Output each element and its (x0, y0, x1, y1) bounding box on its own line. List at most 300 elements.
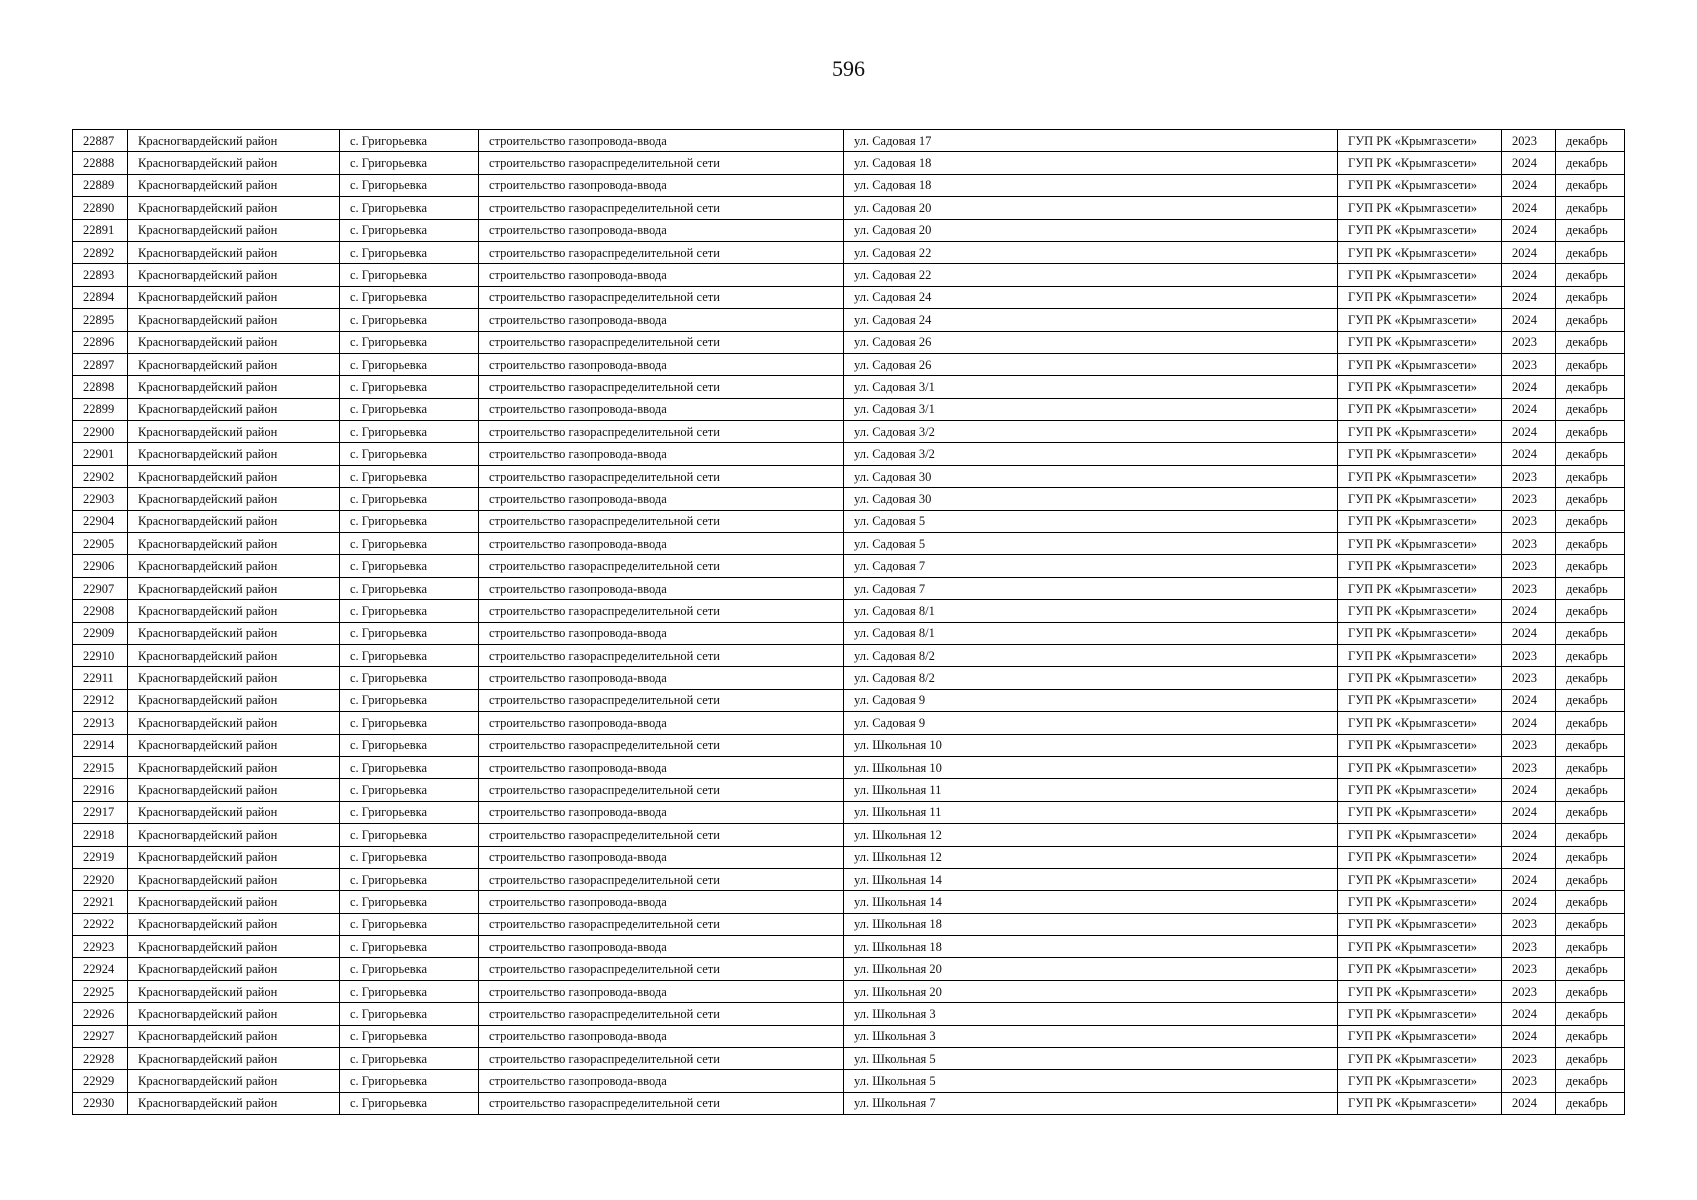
row-number: 22896 (73, 331, 128, 353)
district-cell: Красногвардейский район (128, 264, 340, 286)
address-cell: ул. Садовая 9 (844, 689, 1338, 711)
district-cell: Красногвардейский район (128, 868, 340, 890)
settlement-cell: с. Григорьевка (340, 1003, 479, 1025)
address-cell: ул. Садовая 22 (844, 241, 1338, 263)
month-cell: декабрь (1556, 577, 1625, 599)
work-type-cell: строительство газопровода-ввода (479, 667, 844, 689)
month-cell: декабрь (1556, 936, 1625, 958)
year-cell: 2024 (1502, 174, 1556, 196)
district-cell: Красногвардейский район (128, 779, 340, 801)
year-cell: 2023 (1502, 510, 1556, 532)
year-cell: 2024 (1502, 712, 1556, 734)
table-row (73, 868, 1625, 890)
month-cell: декабрь (1556, 1003, 1625, 1025)
address-cell: ул. Школьная 5 (844, 1048, 1338, 1070)
work-type-cell: строительство газораспределительной сети (479, 241, 844, 263)
settlement-cell: с. Григорьевка (340, 309, 479, 331)
row-number: 22887 (73, 130, 128, 152)
work-type-cell: строительство газопровода-ввода (479, 309, 844, 331)
address-cell: ул. Школьная 3 (844, 1003, 1338, 1025)
district-cell: Красногвардейский район (128, 1070, 340, 1092)
row-number: 22922 (73, 913, 128, 935)
row-number: 22919 (73, 846, 128, 868)
year-cell: 2023 (1502, 577, 1556, 599)
row-number: 22929 (73, 1070, 128, 1092)
work-type-cell: строительство газораспределительной сети (479, 331, 844, 353)
table-row (73, 980, 1625, 1002)
table-row (73, 1048, 1625, 1070)
year-cell: 2024 (1502, 197, 1556, 219)
row-number: 22899 (73, 398, 128, 420)
month-cell: декабрь (1556, 197, 1625, 219)
district-cell: Красногвардейский район (128, 465, 340, 487)
district-cell: Красногвардейский район (128, 309, 340, 331)
settlement-cell: с. Григорьевка (340, 331, 479, 353)
organization-cell: ГУП РК «Крымгазсети» (1338, 600, 1502, 622)
work-type-cell: строительство газопровода-ввода (479, 398, 844, 420)
table-row (73, 533, 1625, 555)
table-row (73, 891, 1625, 913)
year-cell: 2023 (1502, 734, 1556, 756)
work-type-cell: строительство газораспределительной сети (479, 868, 844, 890)
address-cell: ул. Садовая 22 (844, 264, 1338, 286)
year-cell: 2024 (1502, 443, 1556, 465)
organization-cell: ГУП РК «Крымгазсети» (1338, 533, 1502, 555)
address-cell: ул. Школьная 11 (844, 779, 1338, 801)
row-number: 22909 (73, 622, 128, 644)
row-number: 22912 (73, 689, 128, 711)
address-cell: ул. Садовая 3/1 (844, 376, 1338, 398)
district-cell: Красногвардейский район (128, 197, 340, 219)
district-cell: Красногвардейский район (128, 286, 340, 308)
settlement-cell: с. Григорьевка (340, 465, 479, 487)
address-cell: ул. Школьная 12 (844, 824, 1338, 846)
address-cell: ул. Садовая 3/2 (844, 421, 1338, 443)
organization-cell: ГУП РК «Крымгазсети» (1338, 667, 1502, 689)
table-row (73, 398, 1625, 420)
year-cell: 2023 (1502, 1070, 1556, 1092)
work-type-cell: строительство газораспределительной сети (479, 600, 844, 622)
work-type-cell: строительство газопровода-ввода (479, 174, 844, 196)
organization-cell: ГУП РК «Крымгазсети» (1338, 801, 1502, 823)
month-cell: декабрь (1556, 465, 1625, 487)
row-number: 22920 (73, 868, 128, 890)
year-cell: 2023 (1502, 353, 1556, 375)
settlement-cell: с. Григорьевка (340, 1025, 479, 1047)
settlement-cell: с. Григорьевка (340, 533, 479, 555)
table-row (73, 1070, 1625, 1092)
organization-cell: ГУП РК «Крымгазсети» (1338, 443, 1502, 465)
organization-cell: ГУП РК «Крымгазсети» (1338, 868, 1502, 890)
month-cell: декабрь (1556, 152, 1625, 174)
table-row (73, 264, 1625, 286)
settlement-cell: с. Григорьевка (340, 689, 479, 711)
settlement-cell: с. Григорьевка (340, 958, 479, 980)
organization-cell: ГУП РК «Крымгазсети» (1338, 734, 1502, 756)
district-cell: Красногвардейский район (128, 891, 340, 913)
district-cell: Красногвардейский район (128, 421, 340, 443)
month-cell: декабрь (1556, 555, 1625, 577)
settlement-cell: с. Григорьевка (340, 241, 479, 263)
month-cell: декабрь (1556, 286, 1625, 308)
organization-cell: ГУП РК «Крымгазсети» (1338, 510, 1502, 532)
organization-cell: ГУП РК «Крымгазсети» (1338, 1025, 1502, 1047)
organization-cell: ГУП РК «Крымгазсети» (1338, 779, 1502, 801)
table-body (73, 130, 1625, 1115)
month-cell: декабрь (1556, 331, 1625, 353)
district-cell: Красногвардейский район (128, 712, 340, 734)
row-number: 22918 (73, 824, 128, 846)
table-row (73, 197, 1625, 219)
row-number: 22892 (73, 241, 128, 263)
work-type-cell: строительство газопровода-ввода (479, 891, 844, 913)
year-cell: 2023 (1502, 756, 1556, 778)
month-cell: декабрь (1556, 958, 1625, 980)
row-number: 22906 (73, 555, 128, 577)
year-cell: 2023 (1502, 980, 1556, 1002)
row-number: 22916 (73, 779, 128, 801)
district-cell: Красногвардейский район (128, 689, 340, 711)
address-cell: ул. Школьная 20 (844, 958, 1338, 980)
settlement-cell: с. Григорьевка (340, 1048, 479, 1070)
settlement-cell: с. Григорьевка (340, 600, 479, 622)
address-cell: ул. Садовая 17 (844, 130, 1338, 152)
organization-cell: ГУП РК «Крымгазсети» (1338, 241, 1502, 263)
table-row (73, 488, 1625, 510)
district-cell: Красногвардейский район (128, 824, 340, 846)
work-type-cell: строительство газораспределительной сети (479, 1003, 844, 1025)
organization-cell: ГУП РК «Крымгазсети» (1338, 913, 1502, 935)
organization-cell: ГУП РК «Крымгазсети» (1338, 421, 1502, 443)
table-row (73, 936, 1625, 958)
settlement-cell: с. Григорьевка (340, 555, 479, 577)
year-cell: 2024 (1502, 689, 1556, 711)
organization-cell: ГУП РК «Крымгазсети» (1338, 130, 1502, 152)
address-cell: ул. Садовая 8/2 (844, 667, 1338, 689)
work-type-cell: строительство газопровода-ввода (479, 130, 844, 152)
address-cell: ул. Садовая 3/1 (844, 398, 1338, 420)
table-row (73, 510, 1625, 532)
settlement-cell: с. Григорьевка (340, 264, 479, 286)
address-cell: ул. Садовая 9 (844, 712, 1338, 734)
row-number: 22913 (73, 712, 128, 734)
row-number: 22921 (73, 891, 128, 913)
year-cell: 2024 (1502, 398, 1556, 420)
organization-cell: ГУП РК «Крымгазсети» (1338, 555, 1502, 577)
row-number: 22901 (73, 443, 128, 465)
address-cell: ул. Садовая 8/1 (844, 622, 1338, 644)
work-type-cell: строительство газораспределительной сети (479, 286, 844, 308)
month-cell: декабрь (1556, 443, 1625, 465)
settlement-cell: с. Григорьевка (340, 510, 479, 532)
settlement-cell: с. Григорьевка (340, 1070, 479, 1092)
year-cell: 2024 (1502, 241, 1556, 263)
month-cell: декабрь (1556, 779, 1625, 801)
address-cell: ул. Школьная 18 (844, 936, 1338, 958)
organization-cell: ГУП РК «Крымгазсети» (1338, 152, 1502, 174)
organization-cell: ГУП РК «Крымгазсети» (1338, 577, 1502, 599)
work-type-cell: строительство газопровода-ввода (479, 264, 844, 286)
month-cell: декабрь (1556, 533, 1625, 555)
row-number: 22891 (73, 219, 128, 241)
district-cell: Красногвардейский район (128, 1048, 340, 1070)
district-cell: Красногвардейский район (128, 846, 340, 868)
district-cell: Красногвардейский район (128, 958, 340, 980)
row-number: 22914 (73, 734, 128, 756)
year-cell: 2023 (1502, 913, 1556, 935)
table-row (73, 756, 1625, 778)
work-type-cell: строительство газопровода-ввода (479, 488, 844, 510)
organization-cell: ГУП РК «Крымгазсети» (1338, 488, 1502, 510)
work-type-cell: строительство газораспределительной сети (479, 1048, 844, 1070)
month-cell: декабрь (1556, 421, 1625, 443)
work-type-cell: строительство газораспределительной сети (479, 689, 844, 711)
row-number: 22923 (73, 936, 128, 958)
organization-cell: ГУП РК «Крымгазсети» (1338, 376, 1502, 398)
address-cell: ул. Садовая 18 (844, 152, 1338, 174)
table-row (73, 555, 1625, 577)
table-row (73, 958, 1625, 980)
table-row (73, 712, 1625, 734)
month-cell: декабрь (1556, 130, 1625, 152)
year-cell: 2024 (1502, 264, 1556, 286)
district-cell: Красногвардейский район (128, 443, 340, 465)
address-cell: ул. Школьная 20 (844, 980, 1338, 1002)
table-row (73, 600, 1625, 622)
settlement-cell: с. Григорьевка (340, 443, 479, 465)
district-cell: Красногвардейский район (128, 1092, 340, 1114)
table-row (73, 577, 1625, 599)
settlement-cell: с. Григорьевка (340, 622, 479, 644)
year-cell: 2023 (1502, 488, 1556, 510)
month-cell: декабрь (1556, 913, 1625, 935)
work-type-cell: строительство газораспределительной сети (479, 510, 844, 532)
month-cell: декабрь (1556, 712, 1625, 734)
work-type-cell: строительство газопровода-ввода (479, 533, 844, 555)
organization-cell: ГУП РК «Крымгазсети» (1338, 465, 1502, 487)
month-cell: декабрь (1556, 174, 1625, 196)
organization-cell: ГУП РК «Крымгазсети» (1338, 958, 1502, 980)
organization-cell: ГУП РК «Крымгазсети» (1338, 1070, 1502, 1092)
settlement-cell: с. Григорьевка (340, 488, 479, 510)
district-cell: Красногвардейский район (128, 241, 340, 263)
organization-cell: ГУП РК «Крымгазсети» (1338, 644, 1502, 666)
row-number: 22911 (73, 667, 128, 689)
address-cell: ул. Садовая 24 (844, 286, 1338, 308)
work-type-cell: строительство газопровода-ввода (479, 577, 844, 599)
organization-cell: ГУП РК «Крымгазсети» (1338, 689, 1502, 711)
month-cell: декабрь (1556, 891, 1625, 913)
settlement-cell: с. Григорьевка (340, 376, 479, 398)
table-row (73, 1092, 1625, 1114)
table-row (73, 689, 1625, 711)
work-type-cell: строительство газопровода-ввода (479, 980, 844, 1002)
settlement-cell: с. Григорьевка (340, 846, 479, 868)
year-cell: 2024 (1502, 801, 1556, 823)
month-cell: декабрь (1556, 734, 1625, 756)
address-cell: ул. Школьная 14 (844, 868, 1338, 890)
work-type-cell: строительство газораспределительной сети (479, 465, 844, 487)
district-cell: Красногвардейский район (128, 555, 340, 577)
district-cell: Красногвардейский район (128, 913, 340, 935)
district-cell: Красногвардейский район (128, 600, 340, 622)
work-type-cell: строительство газораспределительной сети (479, 824, 844, 846)
year-cell: 2023 (1502, 1048, 1556, 1070)
settlement-cell: с. Григорьевка (340, 577, 479, 599)
work-type-cell: строительство газораспределительной сети (479, 779, 844, 801)
row-number: 22917 (73, 801, 128, 823)
settlement-cell: с. Григорьевка (340, 667, 479, 689)
month-cell: декабрь (1556, 309, 1625, 331)
row-number: 22898 (73, 376, 128, 398)
settlement-cell: с. Григорьевка (340, 130, 479, 152)
row-number: 22928 (73, 1048, 128, 1070)
month-cell: декабрь (1556, 846, 1625, 868)
table-row (73, 241, 1625, 263)
address-cell: ул. Садовая 5 (844, 533, 1338, 555)
year-cell: 2023 (1502, 644, 1556, 666)
year-cell: 2024 (1502, 600, 1556, 622)
district-cell: Красногвардейский район (128, 174, 340, 196)
table-row (73, 824, 1625, 846)
year-cell: 2024 (1502, 286, 1556, 308)
row-number: 22924 (73, 958, 128, 980)
work-type-cell: строительство газораспределительной сети (479, 734, 844, 756)
month-cell: декабрь (1556, 644, 1625, 666)
table-row (73, 734, 1625, 756)
address-cell: ул. Садовая 7 (844, 577, 1338, 599)
table-row (73, 331, 1625, 353)
month-cell: декабрь (1556, 622, 1625, 644)
district-cell: Красногвардейский район (128, 1003, 340, 1025)
year-cell: 2024 (1502, 152, 1556, 174)
table-row (73, 353, 1625, 375)
month-cell: декабрь (1556, 510, 1625, 532)
organization-cell: ГУП РК «Крымгазсети» (1338, 353, 1502, 375)
address-cell: ул. Школьная 18 (844, 913, 1338, 935)
organization-cell: ГУП РК «Крымгазсети» (1338, 174, 1502, 196)
address-cell: ул. Школьная 11 (844, 801, 1338, 823)
month-cell: декабрь (1556, 689, 1625, 711)
work-type-cell: строительство газопровода-ввода (479, 801, 844, 823)
settlement-cell: с. Григорьевка (340, 734, 479, 756)
row-number: 22897 (73, 353, 128, 375)
row-number: 22902 (73, 465, 128, 487)
work-type-cell: строительство газопровода-ввода (479, 622, 844, 644)
year-cell: 2024 (1502, 309, 1556, 331)
month-cell: декабрь (1556, 219, 1625, 241)
organization-cell: ГУП РК «Крымгазсети» (1338, 219, 1502, 241)
row-number: 22910 (73, 644, 128, 666)
organization-cell: ГУП РК «Крымгазсети» (1338, 846, 1502, 868)
month-cell: декабрь (1556, 824, 1625, 846)
work-type-cell: строительство газопровода-ввода (479, 219, 844, 241)
settlement-cell: с. Григорьевка (340, 1092, 479, 1114)
row-number: 22903 (73, 488, 128, 510)
district-cell: Красногвардейский район (128, 353, 340, 375)
month-cell: декабрь (1556, 868, 1625, 890)
district-cell: Красногвардейский район (128, 488, 340, 510)
year-cell: 2023 (1502, 936, 1556, 958)
year-cell: 2024 (1502, 219, 1556, 241)
year-cell: 2023 (1502, 331, 1556, 353)
address-cell: ул. Школьная 5 (844, 1070, 1338, 1092)
district-cell: Красногвардейский район (128, 644, 340, 666)
month-cell: декабрь (1556, 1025, 1625, 1047)
month-cell: декабрь (1556, 1070, 1625, 1092)
settlement-cell: с. Григорьевка (340, 152, 479, 174)
year-cell: 2024 (1502, 868, 1556, 890)
row-number: 22907 (73, 577, 128, 599)
table-row (73, 667, 1625, 689)
month-cell: декабрь (1556, 667, 1625, 689)
district-cell: Красногвардейский район (128, 801, 340, 823)
row-number: 22926 (73, 1003, 128, 1025)
settlement-cell: с. Григорьевка (340, 891, 479, 913)
address-cell: ул. Школьная 3 (844, 1025, 1338, 1047)
year-cell: 2024 (1502, 376, 1556, 398)
address-cell: ул. Школьная 10 (844, 756, 1338, 778)
settlement-cell: с. Григорьевка (340, 644, 479, 666)
month-cell: декабрь (1556, 600, 1625, 622)
table-row (73, 309, 1625, 331)
address-cell: ул. Садовая 26 (844, 353, 1338, 375)
table-row (73, 801, 1625, 823)
work-type-cell: строительство газопровода-ввода (479, 936, 844, 958)
row-number: 22930 (73, 1092, 128, 1114)
district-cell: Красногвардейский район (128, 667, 340, 689)
row-number: 22900 (73, 421, 128, 443)
address-cell: ул. Садовая 7 (844, 555, 1338, 577)
address-cell: ул. Школьная 7 (844, 1092, 1338, 1114)
work-type-cell: строительство газораспределительной сети (479, 555, 844, 577)
year-cell: 2023 (1502, 533, 1556, 555)
table-row (73, 644, 1625, 666)
settlement-cell: с. Григорьевка (340, 801, 479, 823)
table-row (73, 152, 1625, 174)
organization-cell: ГУП РК «Крымгазсети» (1338, 286, 1502, 308)
year-cell: 2024 (1502, 824, 1556, 846)
settlement-cell: с. Григорьевка (340, 913, 479, 935)
year-cell: 2024 (1502, 622, 1556, 644)
row-number: 22890 (73, 197, 128, 219)
table-row (73, 130, 1625, 152)
work-type-cell: строительство газораспределительной сети (479, 421, 844, 443)
settlement-cell: с. Григорьевка (340, 756, 479, 778)
address-cell: ул. Садовая 20 (844, 197, 1338, 219)
month-cell: декабрь (1556, 353, 1625, 375)
row-number: 22908 (73, 600, 128, 622)
address-cell: ул. Садовая 30 (844, 488, 1338, 510)
work-type-cell: строительство газопровода-ввода (479, 846, 844, 868)
district-cell: Красногвардейский район (128, 533, 340, 555)
district-cell: Красногвардейский район (128, 510, 340, 532)
district-cell: Красногвардейский район (128, 622, 340, 644)
row-number: 22894 (73, 286, 128, 308)
year-cell: 2023 (1502, 958, 1556, 980)
address-cell: ул. Садовая 24 (844, 309, 1338, 331)
work-type-cell: строительство газораспределительной сети (479, 913, 844, 935)
district-cell: Красногвардейский район (128, 219, 340, 241)
year-cell: 2023 (1502, 555, 1556, 577)
work-type-cell: строительство газопровода-ввода (479, 712, 844, 734)
month-cell: декабрь (1556, 398, 1625, 420)
organization-cell: ГУП РК «Крымгазсети» (1338, 622, 1502, 644)
row-number: 22888 (73, 152, 128, 174)
month-cell: декабрь (1556, 756, 1625, 778)
organization-cell: ГУП РК «Крымгазсети» (1338, 197, 1502, 219)
work-type-cell: строительство газопровода-ввода (479, 353, 844, 375)
